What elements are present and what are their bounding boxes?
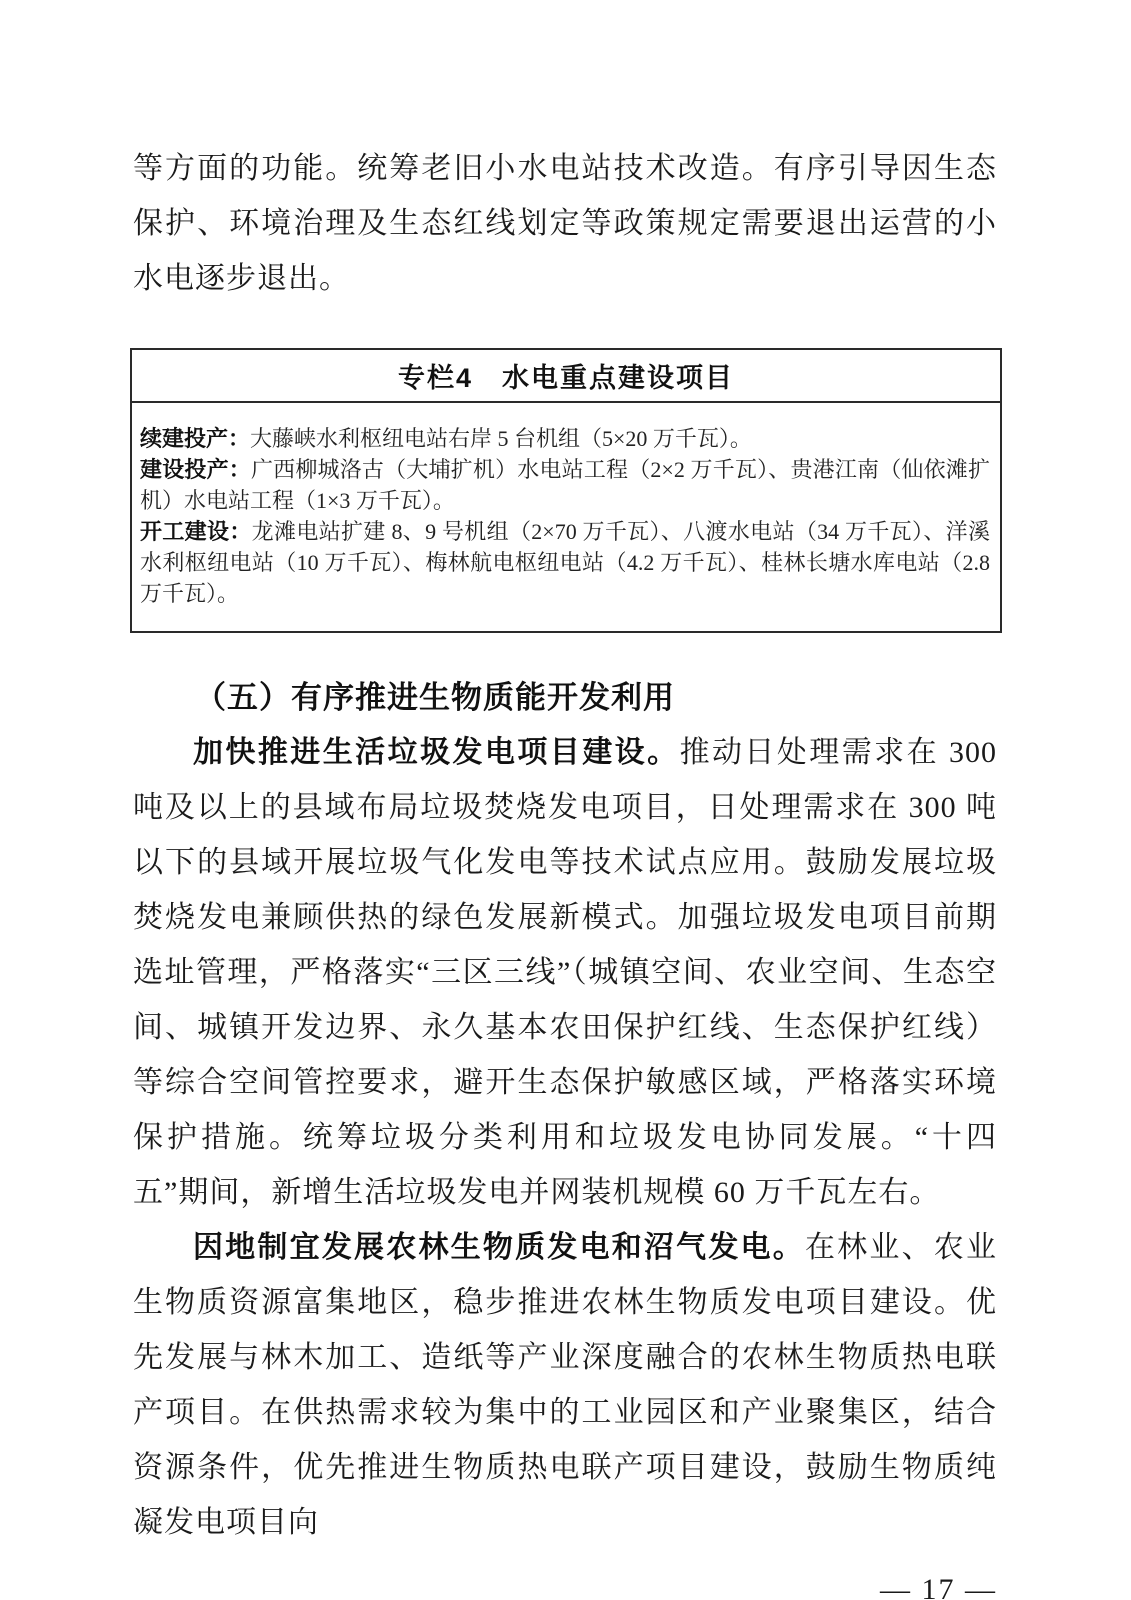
section-heading-biomass: （五）有序推进生物质能开发利用 <box>195 680 675 715</box>
paragraph-biomass-power <box>133 1220 997 1550</box>
paragraph-hydro-retirement: 等方面的功能。统筹老旧小水电站技术改造。有序引导因生态保护、环境治理及生态红线划定等政策规定需要退出运营的小水电逐步退出。 <box>133 152 997 295</box>
column-box-hydro-projects <box>130 348 1002 633</box>
box-item-label-continue: 续建投产： <box>140 426 251 451</box>
box-item-build-commission <box>140 454 990 516</box>
paragraph-waste-power <box>133 725 997 1220</box>
box-item-text-build: 广西柳城洛古（大埔扩机）水电站工程（2×2 万千瓦）、贵港江南（仙依滩扩机）水电站工程（1×3 万千瓦）。 <box>140 457 990 513</box>
page-number: — 17 — <box>880 1573 997 1600</box>
paragraph-biomass-power-body: 在林业、农业生物质资源富集地区，稳步推进农林生物质发电项目建设。优先发展与林木加工、造纸等产业深度融合的农林生物质热电联产项目。在供热需求较为集中的工业园区和产业聚集区，结合资源条件，优先推进生物质热电联产项目建设，鼓励生物质纯凝发电项目向 <box>133 1231 998 1539</box>
box-item-start-construction <box>140 516 990 609</box>
column-box-title: 专栏4 水电重点建设项目 <box>132 350 1000 403</box>
paragraph-waste-power-lead: 加快推进生活垃圾发电项目建设。 <box>193 736 680 769</box>
box-item-continue-construction <box>140 423 990 454</box>
box-item-label-start: 开工建设： <box>140 519 252 544</box>
paragraph-waste-power-body: 推动日处理需求在 300 吨及以上的县域布局垃圾焚烧发电项目，日处理需求在 300 吨以下的县域开展垃圾气化发电等技术试点应用。鼓励发展垃圾焚烧发电兼顾供热的绿色发展新模式。加强垃圾发电项目前期选址管理，严格落实“三区三线”（城镇空间、农业空间、生态空间、城镇开发边界、永久基本农田保护红线、生态保护红线）等综合空间管控要求，避开生态保护敏感区域，严格落实环境保护措施。统筹垃圾分类利用和垃圾发电协同发展。“十四五”期间，新增生活垃圾发电并网装机规模 60 万千瓦左右。 <box>133 736 997 1209</box>
box-item-label-build: 建设投产： <box>140 457 251 482</box>
box-item-text-start: 龙滩电站扩建 8、9 号机组（2×70 万千瓦）、八渡水电站（34 万千瓦）、洋溪水利枢纽电站（10 万千瓦）、梅林航电枢纽电站（4.2 万千瓦）、桂林长塘水库电站（2.8 万千瓦）。 <box>140 519 990 606</box>
box-item-text-continue: 大藤峡水利枢纽电站右岸 5 台机组（5×20 万千瓦）。 <box>250 426 752 451</box>
column-box-body <box>132 403 1000 631</box>
paragraph-biomass-power-lead: 因地制宜发展农林生物质发电和沼气发电。 <box>193 1231 805 1264</box>
